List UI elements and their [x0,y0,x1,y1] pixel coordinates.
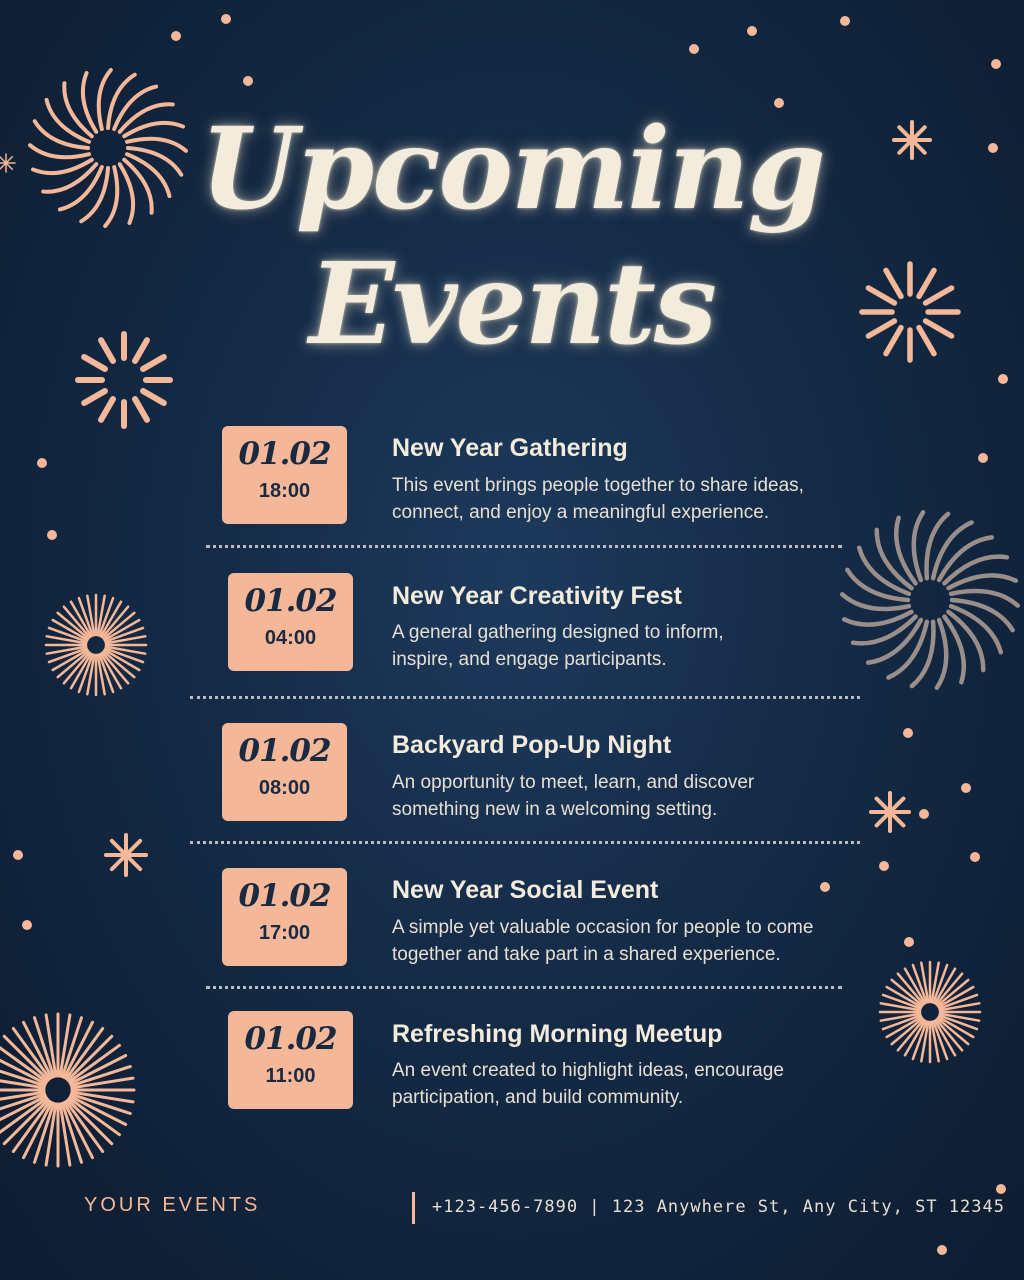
event-time: 18:00 [258,480,311,502]
page-title-line2: Events [309,239,715,370]
firework-ray [890,812,903,825]
footer-contact: +123-456-7890 | 123 Anywhere St, Any City, ST 12345 [432,1197,1005,1217]
firework-ray [877,799,890,812]
event-description-line: together and take part in a shared experience. [392,944,781,965]
star-dot [22,920,32,930]
divider [190,841,860,844]
divider [206,545,842,548]
star-dot [840,16,850,26]
event-description-line: An event created to highlight ideas, encourage [392,1060,784,1081]
event-date: 01.02 [238,733,331,769]
date-badge [228,573,353,671]
firework-ray [101,399,113,420]
event-description [392,619,852,673]
event-title: New Year Creativity Fest [392,582,682,610]
star-dot [689,44,699,54]
star-dot [13,850,23,860]
star-dot [919,809,929,819]
divider [206,986,842,989]
star-dot [747,26,757,36]
event-description-line: An opportunity to meet, learn, and discover [392,772,755,793]
event-description-line: A simple yet valuable occasion for people to come [392,917,814,938]
event-date: 01.02 [244,583,337,619]
footer-brand: YOUR EVENTS [84,1194,261,1216]
star-dot [47,530,57,540]
star-dot [961,783,971,793]
star-dot [937,1245,947,1255]
event-time: 11:00 [265,1065,316,1087]
event-time: 08:00 [258,777,311,799]
firework-ray [844,612,911,625]
event-description-line: This event brings people together to share ideas, [392,475,804,496]
event-description [392,769,852,823]
event-description-line: something new in a welcoming setting. [392,799,718,820]
firework-ray [112,855,126,869]
event-description-line: participation, and build community. [392,1087,684,1108]
date-badge [222,426,347,524]
event-title: New Year Gathering [392,434,628,462]
event-date: 01.02 [244,1021,337,1057]
star-dot [879,861,889,871]
star-dot [998,374,1008,384]
event-description-line: A general gathering designed to inform, [392,622,724,643]
footer-separator [412,1192,415,1224]
firework-ray [842,594,909,609]
firework-ray [126,841,140,855]
date-badge [222,723,347,821]
star-dot [996,1184,1006,1194]
star-dot [970,852,980,862]
firework-ray [951,591,1018,606]
star-dot [37,458,47,468]
firework-ray [890,799,903,812]
event-time: 04:00 [264,627,317,649]
event-description [392,1057,852,1111]
event-title: Backyard Pop-Up Night [392,731,672,759]
event-date: 01.02 [238,436,331,472]
event-description [392,472,852,526]
event-time: 17:00 [258,922,311,944]
star-dot [991,59,1001,69]
date-badge [222,868,347,966]
page-title-line1: Upcoming [200,104,824,235]
event-date: 01.02 [238,878,331,914]
event-description-line: inspire, and engage participants. [392,649,667,670]
firework-ray [135,399,147,420]
event-title: Refreshing Morning Meetup [392,1020,723,1048]
event-title: New Year Social Event [392,876,659,904]
divider [190,696,860,699]
star-dot [903,728,913,738]
firework-ray [877,812,890,825]
firework-ray [84,391,105,403]
star-dot [221,14,231,24]
firework-ray [914,512,923,580]
event-description [392,914,852,968]
star-dot [820,882,830,892]
firework-ray [126,855,140,869]
event-description-line: connect, and enjoy a meaningful experience. [392,502,770,523]
firework-ray [949,575,1016,588]
firework-ray [937,620,946,688]
firework-ray [143,391,164,403]
firework-ray [112,841,126,855]
star-dot [243,76,253,86]
star-dot [171,31,181,41]
date-badge [228,1011,353,1109]
star-dot [904,937,914,947]
star-dot [978,453,988,463]
